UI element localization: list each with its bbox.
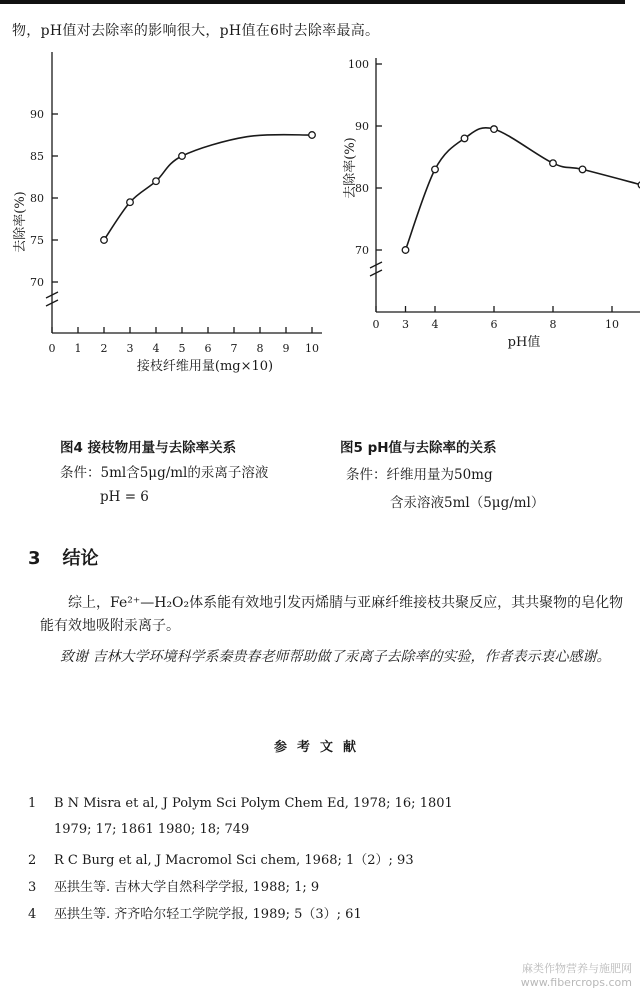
reference-text: R C Burg et al, J Macromol Sci chem, 1968; 1（2）; 93 [54, 853, 414, 868]
section-title: 结论 [62, 548, 99, 569]
fig4-x-tick-label: 1 [74, 342, 82, 355]
fig4-data-point [101, 237, 108, 244]
intro-line: 物，pH值对去除率的影响很大，pH值在6时去除率最高。 [12, 23, 380, 39]
fig4-x-tick-label: 5 [178, 342, 186, 355]
fig4-x-tick-label: 2 [100, 342, 108, 355]
reference-number: 3 [28, 880, 37, 895]
fig4-data-point [309, 132, 316, 139]
fig4-x-tick-label: 0 [48, 342, 56, 355]
fig5-x-tick-label: 4 [431, 318, 439, 331]
site-watermark [521, 962, 632, 990]
references-heading: 参考文献 [273, 740, 366, 755]
watermark-line-2: www.fibercrops.com [520, 976, 632, 989]
reference-2 [28, 849, 414, 868]
fig5-y-tick-label: 70 [355, 244, 369, 257]
fig4-y-tick-label: 70 [30, 276, 44, 289]
fig5-caption-condition-2: 含汞溶液5ml（5μg/ml） [390, 495, 545, 511]
reference-number: 4 [28, 907, 37, 922]
reference-text: 巫拱生等. 齐齐哈尔轻工学院学报, 1989; 5（3）; 61 [54, 907, 362, 922]
fig4-y-tick-label: 90 [30, 108, 44, 121]
fig4-y-tick-label: 75 [30, 234, 44, 247]
fig4-y-tick-label: 80 [30, 192, 44, 205]
fig4-curve [104, 135, 312, 240]
watermark-line-1: 麻类作物营养与施肥网 [522, 962, 632, 975]
conclusion-paragraph: 综上，Fe²⁺—H₂O₂体系能有效地引发丙烯腈与亚麻纤维接枝共聚反应，其共聚物的皂化物能有效地吸附汞离子。 [40, 595, 624, 634]
figure-4-chart [0, 40, 340, 380]
fig5-data-point [461, 135, 468, 142]
fig4-y-tick-label: 85 [30, 150, 44, 163]
fig4-x-tick-label: 4 [152, 342, 160, 355]
acknowledgement-paragraph: 致谢 吉林大学环境科学系秦贵春老师帮助做了汞离子去除率的实验，作者表示衷心感谢。 [60, 649, 611, 665]
fig5-caption-condition: 条件：纤维用量为50mg [346, 467, 493, 483]
fig5-data-point [550, 160, 557, 167]
fig5-data-point [402, 247, 409, 254]
fig5-points [402, 126, 640, 254]
fig4-axes [30, 52, 322, 355]
fig4-x-tick-label: 8 [256, 342, 264, 355]
fig5-data-point [491, 126, 498, 133]
fig4-data-point [179, 153, 186, 160]
fig5-x-tick-label: 6 [490, 318, 498, 331]
section-number: 3 [28, 548, 41, 569]
figure-5-chart [340, 40, 640, 380]
fig4-caption-ph: pH = 6 [100, 489, 149, 505]
fig5-y-tick-label: 100 [348, 58, 369, 71]
reference-3 [28, 876, 319, 895]
fig4-xlabel: 接枝纤维用量(mg×10) [136, 359, 274, 374]
reference-1-continuation: 1979; 17; 1861 1980; 18; 749 [54, 822, 250, 837]
fig4-data-point [153, 178, 160, 185]
fig4-data-point [127, 199, 134, 206]
top-rule [0, 0, 625, 4]
fig5-axes [348, 58, 640, 331]
fig4-points [101, 132, 316, 244]
fig5-x-tick-label: 3 [402, 318, 409, 331]
reference-1 [28, 796, 453, 811]
fig4-curve-group [104, 135, 312, 240]
fig4-x-tick-label: 6 [204, 342, 212, 355]
reference-number: 2 [28, 853, 37, 868]
reference-text: B N Misra et al, J Polym Sci Polym Chem Ed, 1978; 16; 1801 [54, 796, 453, 811]
fig4-x-tick-label: 7 [230, 342, 238, 355]
fig5-y-tick-label: 90 [355, 120, 369, 133]
fig5-data-point [579, 166, 586, 173]
fig4-caption-title: 图4 接枝物用量与去除率关系 [60, 440, 237, 456]
section-heading [28, 544, 121, 570]
fig5-x-tick-label: 10 [605, 318, 619, 331]
fig5-y-tick-label: 80 [355, 182, 369, 195]
fig4-x-tick-label: 10 [305, 342, 319, 355]
reference-4 [28, 903, 362, 922]
fig5-curve [406, 128, 640, 250]
fig5-x-tick-label: 8 [549, 318, 557, 331]
reference-number: 1 [28, 796, 37, 811]
fig5-data-point [432, 166, 439, 173]
fig5-ylabel: 去除率(%) [343, 137, 358, 199]
fig5-x-tick-label: 0 [372, 318, 380, 331]
fig4-caption-condition: 条件：5ml含5μg/ml的汞离子溶液 [60, 465, 269, 481]
fig5-curve-group [406, 128, 640, 250]
fig5-xlabel: pH值 [507, 335, 541, 350]
fig5-caption-title: 图5 pH值与去除率的关系 [340, 440, 497, 456]
fig4-x-tick-label: 3 [126, 342, 134, 355]
fig4-ylabel: 去除率(%) [13, 191, 28, 253]
reference-text: 巫拱生等. 吉林大学自然科学学报, 1988; 1; 9 [54, 880, 320, 895]
fig4-x-tick-label: 9 [282, 342, 290, 355]
